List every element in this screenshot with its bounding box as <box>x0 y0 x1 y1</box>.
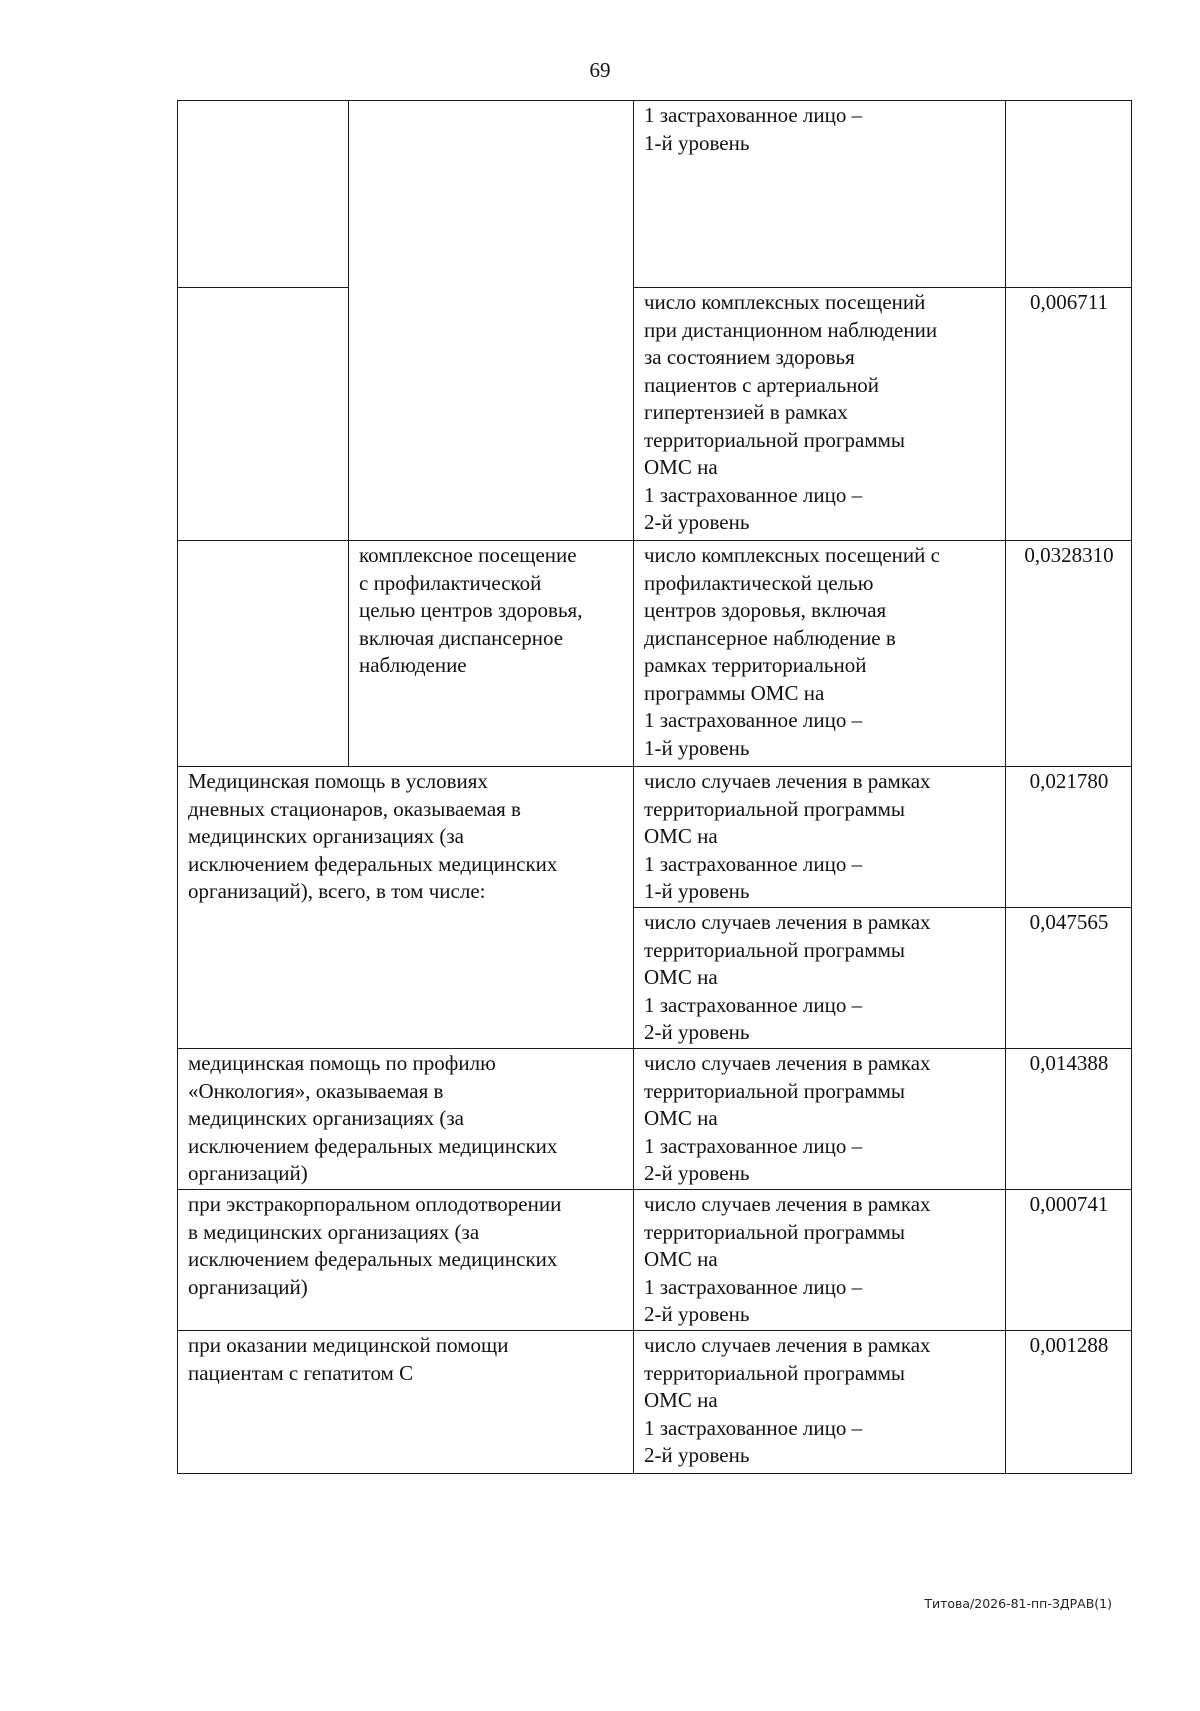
value-cell: 0,000741 <box>1006 1190 1132 1331</box>
value-cell: 0,014388 <box>1006 1049 1132 1190</box>
value-cell: 0,0328310 <box>1006 541 1132 767</box>
empty-cell <box>178 541 349 767</box>
type-cell: комплексное посещение с профилактической целью центров здоровья, включая диспансерное наблюдение <box>349 541 634 767</box>
document-footer-code: Титова/2026-81-пп-ЗДРАВ(1) <box>924 1596 1112 1611</box>
indicator-cell: 1 застрахованное лицо – 1-й уровень <box>634 101 1006 288</box>
table-row <box>178 767 1132 908</box>
table-row <box>178 1331 1132 1474</box>
type-cell: Медицинская помощь в условиях дневных стационаров, оказываемая в медицинских организациях (за исключением федеральных медицинских организаций), всего, в том числе: <box>178 767 634 1049</box>
norms-table <box>177 100 1132 1474</box>
empty-cell <box>178 101 349 288</box>
page-number: 69 <box>589 58 611 82</box>
value-cell: 0,021780 <box>1006 767 1132 908</box>
value-cell: 0,001288 <box>1006 1331 1132 1474</box>
indicator-cell: число случаев лечения в рамках территориальной программы ОМС на 1 застрахованное лицо – 2-й уровень <box>634 1049 1006 1190</box>
indicator-cell: число случаев лечения в рамках территориальной программы ОМС на 1 застрахованное лицо – 2-й уровень <box>634 908 1006 1049</box>
indicator-cell: число случаев лечения в рамках территориальной программы ОМС на 1 застрахованное лицо – 2-й уровень <box>634 1331 1006 1474</box>
indicator-cell: число случаев лечения в рамках территориальной программы ОМС на 1 застрахованное лицо – 2-й уровень <box>634 1190 1006 1331</box>
value-cell: 0,006711 <box>1006 288 1132 541</box>
table-row <box>178 1190 1132 1331</box>
table-row <box>178 288 1132 541</box>
value-cell: 0,047565 <box>1006 908 1132 1049</box>
type-cell: при оказании медицинской помощи пациентам с гепатитом С <box>178 1331 634 1474</box>
indicator-cell: число комплексных посещений с профилактической целью центров здоровья, включая диспансерное наблюдение в рамках территориальной программы ОМС на 1 застрахованное лицо – 1-й уровень <box>634 541 1006 767</box>
type-cell: медицинская помощь по профилю «Онкология», оказываемая в медицинских организациях (за исключением федеральных медицинских организаций) <box>178 1049 634 1190</box>
value-cell <box>1006 101 1132 288</box>
empty-cell <box>178 288 349 541</box>
type-cell: при экстракорпоральном оплодотворении в медицинских организациях (за исключением федеральных медицинских организаций) <box>178 1190 634 1331</box>
indicator-cell: число комплексных посещений при дистанционном наблюдении за состоянием здоровья пациентов с артериальной гипертензией в рамках территориальной программы ОМС на 1 застрахованное лицо – 2-й уровень <box>634 288 1006 541</box>
empty-cell <box>349 101 634 541</box>
table-row <box>178 541 1132 767</box>
indicator-cell: число случаев лечения в рамках территориальной программы ОМС на 1 застрахованное лицо – 1-й уровень <box>634 767 1006 908</box>
table-row <box>178 101 1132 288</box>
table-row <box>178 1049 1132 1190</box>
